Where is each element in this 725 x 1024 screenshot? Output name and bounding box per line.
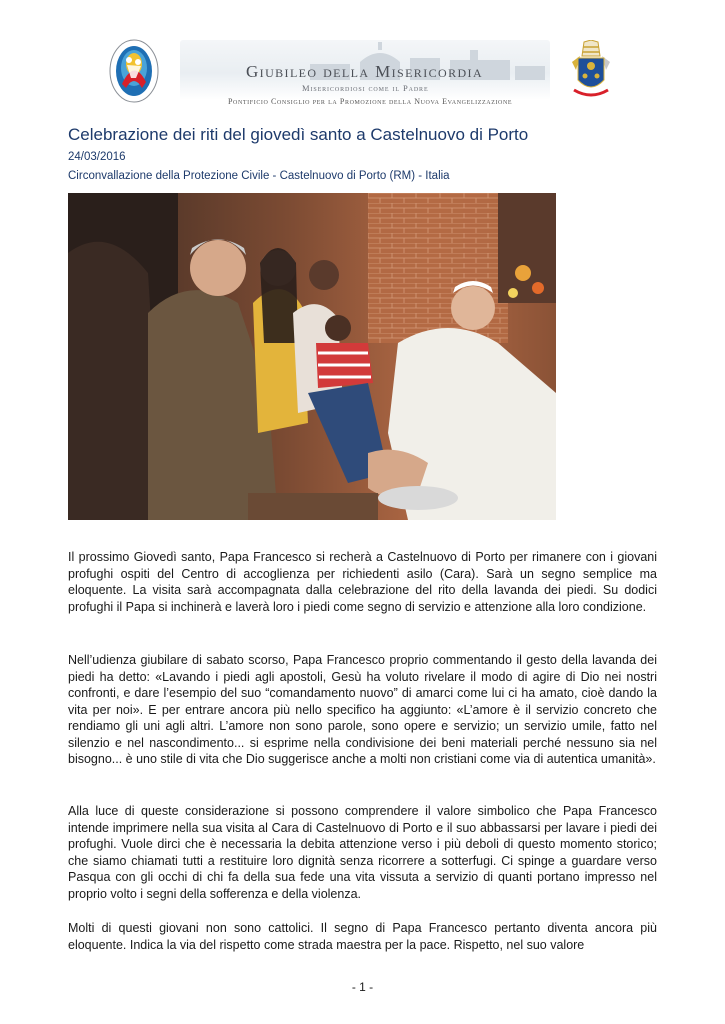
council-name: Pontificio Consiglio per la Promozione della Nuova Evangelizzazione [228, 97, 513, 106]
banner-subtitle: Misericordiosi come il Padre [302, 83, 429, 93]
banner-title: Giubileo della Misericordia [246, 62, 484, 81]
event-location: Circonvallazione della Protezione Civile - Castelnuovo di Porto (RM) - Italia [68, 170, 450, 182]
page-title: Celebrazione dei riti del giovedì santo a Castelnuovo di Porto [68, 125, 529, 144]
jubilee-banner [180, 40, 550, 100]
paragraph-2: Nell’udienza giubilare di sabato scorso, Papa Francesco proprio commentando il gesto della lavanda dei piedi ha detto: «Lavando i piedi agli apostoli, Gesù ha voluto rivelare il modo di agire di Dio nei nostri confronti, e dare l’esempio del suo “comandamento nuovo” di amarci come lui ci ha amato, cioè dando la vita per noi». E per entrare ancora più nello specifico ha aggiunto: «L’amore è il servizio concreto che rendiamo gli uni agli altri. L’amore non sono parole, sono opere e servizio; un servizio umile, fatto nel silenzio e nel nascondimento... si esprime nella condivisione dei beni materiali perché nessuno sia nel bisogno... è uno stile di vita che Dio suggerisce anche a molti non cristiani come via di autentica umanità». [68, 653, 657, 766]
paragraph-1: Il prossimo Giovedì santo, Papa Francesco si recherà a Castelnuovo di Porto per rimanere con i giovani profughi ospiti del Centro di accoglienza per richiedenti asilo (Cara). Sarà un segno semplice ma eloquente. La visita sarà accompagnata dalla celebrazione del rito della lavanda dei piedi. Su dodici profughi il Papa si inchinerà e laverà loro i piedi come segno di servizio e attenzione alla loro condizione. [68, 550, 657, 614]
paragraph-4: Molti di questi giovani non sono cattolici. Il segno di Papa Francesco pertanto diventa ancora più eloquente. Indica la via del rispetto come strada maestra per la pace. Rispetto, nel suo valore [68, 921, 657, 952]
jubilee-mercy-logo-icon [108, 38, 160, 104]
paragraph-3: Alla luce di queste considerazione si possono comprendere il valore simbolico che Papa Francesco intende imprimere nella sua visita al Cara di Castelnuovo di Porto e il suo abbassarsi per lavare i piedi dei profughi. Vuole dirci che è necessaria la debita attenzione verso i più deboli di questo momento storico; che siamo chiamati tutti a restituire loro dignità senza ricorrere a sotterfugi. Ci spinge a guardare verso Pasqua con gli occhi di chi fa della sua fede una vita vissuta a servizio di quanti portano impresso nel proprio volto i segni della sofferenza e della violenza. [68, 804, 657, 901]
foot-washing-photo [68, 193, 556, 520]
page-number: - 1 - [351, 980, 374, 994]
papal-coat-of-arms-icon [566, 40, 616, 104]
event-date: 24/03/2016 [68, 151, 126, 163]
page-header [0, 0, 725, 118]
